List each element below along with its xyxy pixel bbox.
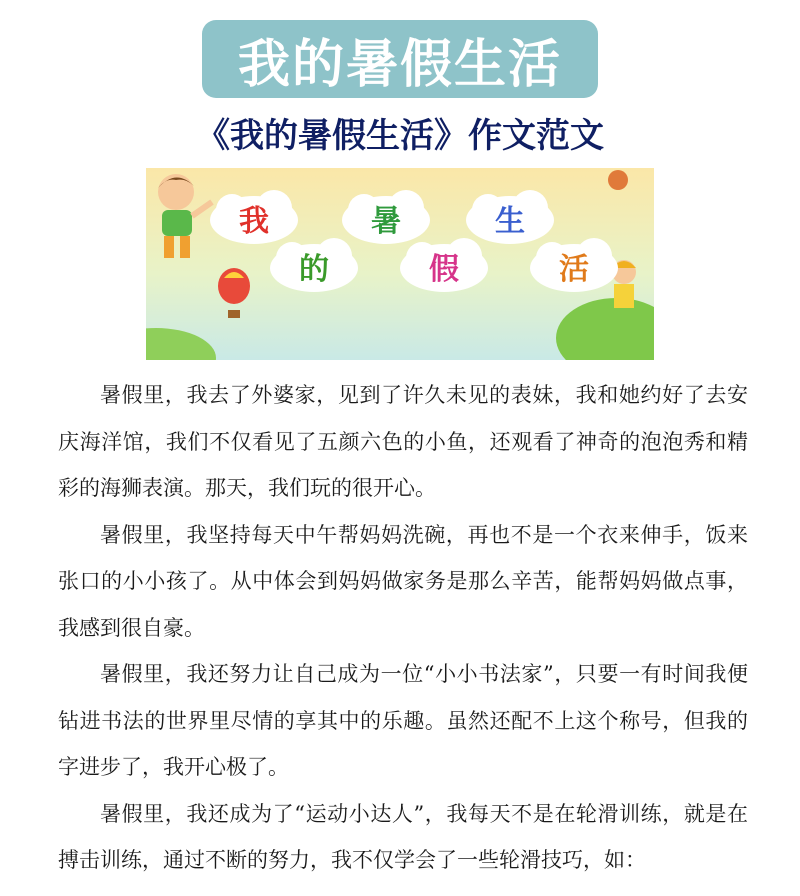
title-banner (202, 20, 598, 98)
hero-scene (146, 168, 654, 360)
article-subtitle: 《我的暑假生活》作文范文 (196, 116, 604, 156)
hero-illustration (146, 168, 654, 360)
essay-body (58, 372, 748, 884)
essay-paragraph: 暑假里，我还努力让自己成为一位“小小书法家”，只要一有时间我便钻进书法的世界里尽情的享其中的乐趣。虽然还配不上这个称号，但我的字进步了，我开心极了。 (58, 662, 748, 779)
small-balloon-icon (608, 170, 628, 190)
cloud-char-shu: 暑 (371, 204, 401, 239)
essay-paragraph: 暑假里，我去了外婆家，见到了许久未见的表妹，我和她约好了去安庆海洋馆，我们不仅看见了五颜六色的小鱼，还观看了神奇的泡泡秀和精彩的海狮表演。那天，我们玩的很开心。 (58, 383, 748, 500)
banner-title: 我的暑假生活 (237, 34, 562, 95)
cloud-char-jia: 假 (429, 252, 459, 287)
essay-paragraph: 暑假里，我坚持每天中午帮妈妈洗碗，再也不是一个衣来伸手，饭来张口的小小孩了。从中体会到妈妈做家务是那么辛苦，能帮妈妈做点事，我感到很自豪。 (58, 522, 748, 640)
essay-paragraph: 暑假里，我还成为了“运动小达人”，我每天不是在轮滑训练，就是在搏击训练，通过不断的努力，我不仅学会了一些轮滑技巧，如： (58, 801, 748, 872)
cloud-char-de: 的 (299, 252, 329, 287)
cloud-char-sheng: 生 (495, 204, 525, 239)
cloud-char-huo: 活 (559, 252, 589, 287)
cloud-char-wo: 我 (239, 204, 269, 239)
